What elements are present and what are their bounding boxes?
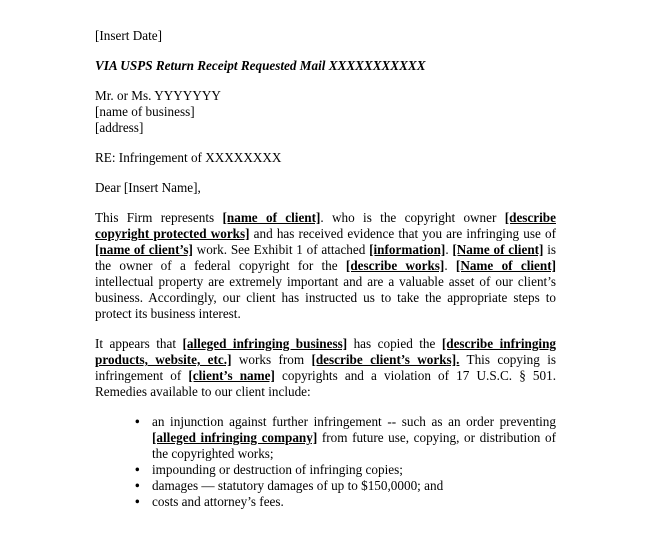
remedy-damages	[135, 478, 556, 494]
p1-text-3: and has received evidence that you are infringing use of	[249, 226, 556, 241]
salutation: Dear [Insert Name],	[95, 180, 201, 195]
remedy-1-text-a: an injunction against further infringement -- such as an order preventing	[152, 414, 556, 429]
delivery-method-line: VIA USPS Return Receipt Requested Mail XXXXXXXXXXX	[95, 58, 426, 73]
p2-placeholder-client-name: [client’s name]	[188, 368, 275, 383]
p1-placeholder-client-name: [name of client]	[222, 210, 321, 225]
p1-text-6: is the owner of a federal copyright for the	[95, 242, 557, 273]
remedy-impounding	[135, 462, 556, 478]
paragraph-1	[95, 210, 556, 322]
subject-line: RE: Infringement of XXXXXXXX	[95, 150, 282, 165]
bullet-icon: •	[135, 414, 140, 429]
remedy-2-text: impounding or destruction of infringing copies;	[152, 462, 403, 477]
addressee-business: [name of business]	[95, 104, 195, 119]
p2-text-3: works from	[231, 352, 312, 367]
remedy-4-text: costs and attorney’s fees.	[152, 494, 284, 509]
remedy-1-placeholder-company: [alleged infringing company]	[152, 430, 318, 445]
p1-text-7: .	[444, 258, 456, 273]
remedy-injunction	[135, 414, 556, 462]
p1-text-8: intellectual property are extremely important and are a valuable asset of our client’s business. Accordingly, our client has instructed us to take the appropriate steps to protect its business interest.	[95, 274, 556, 321]
addressee-name: Mr. or Ms. YYYYYYY	[95, 88, 221, 103]
bullet-icon: •	[135, 462, 140, 477]
p2-placeholder-infringing-business: [alleged infringing business]	[182, 336, 348, 351]
p1-text-2: . who is the copyright owner	[320, 210, 505, 225]
remedy-3-text: damages — statutory damages of up to $150,0000; and	[152, 478, 444, 493]
p1-placeholder-information: [information]	[369, 242, 446, 257]
p2-text-5: copyrights and a violation of 17 U.S.C. § 501. Remedies available to our client include:	[95, 368, 557, 399]
p1-text-4: work. See Exhibit 1 of attached	[192, 242, 370, 257]
remedy-1-text-c: from future use, copying, or distribution of the copyrighted works;	[152, 430, 556, 461]
p1-placeholder-client-possessive: [name of client’s]	[95, 242, 193, 257]
p1-placeholder-describe-works: [describe works]	[345, 258, 445, 273]
addressee-block	[95, 88, 556, 136]
p1-text-5: .	[445, 242, 453, 257]
bullet-icon: •	[135, 494, 140, 509]
p2-text-4: This copying is infringement of	[95, 352, 556, 383]
p2-placeholder-infringing-products: [describe infringing products, website, etc.]	[95, 336, 557, 367]
p2-text-2: has copied the	[347, 336, 442, 351]
remedy-costs	[135, 494, 556, 510]
p1-placeholder-protected-works: [describe copyright protected works]	[95, 210, 556, 241]
p1-placeholder-client-name-2: [Name of client]	[452, 242, 544, 257]
paragraph-2	[95, 336, 556, 400]
p1-placeholder-client-name-3: [Name of client]	[455, 258, 556, 273]
p1-text-1: This Firm represents	[95, 210, 223, 225]
p2-placeholder-client-works: [describe client’s works].	[311, 352, 460, 367]
p2-text-1: It appears that	[95, 336, 183, 351]
addressee-address: [address]	[95, 120, 144, 135]
remedies-list	[135, 414, 556, 510]
bullet-icon: •	[135, 478, 140, 493]
date-line: [Insert Date]	[95, 28, 162, 43]
letter-body	[95, 28, 556, 510]
